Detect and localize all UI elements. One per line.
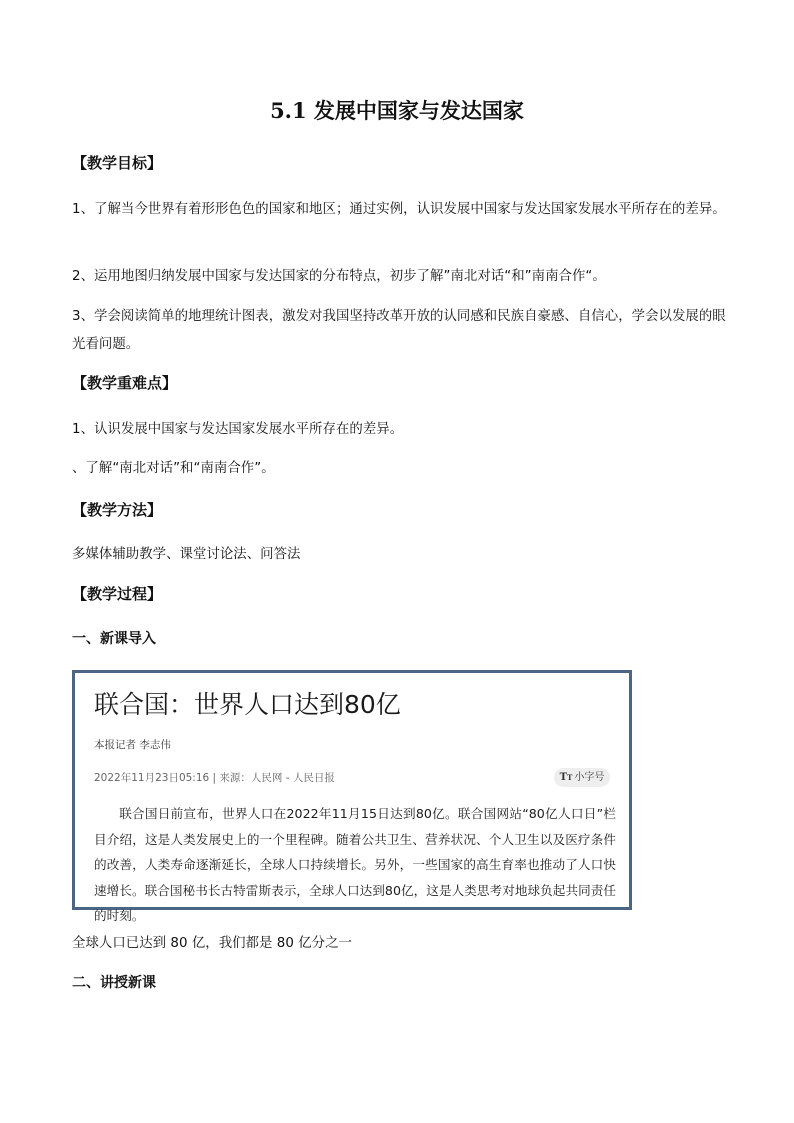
news-body: 联合国日前宣布，世界人口在2022年11月15日达到80亿。联合国网站“80亿人口日”栏目介绍，这是人类发展史上的一个里程碑。随着公共卫生、营养状况、个人卫生以及医疗条件的改善，人类寿命逐渐延长，全球人口持续增长。另外，一些国家的高生育率也推动了人口快速增长。联合国秘书长古特雷斯表示，全球人口达到80亿，这是人类思考对地球负起共同责任的时刻。 <box>94 806 616 923</box>
section-new-lesson-intro: 一、新课导入 <box>72 631 156 647</box>
methods-heading: 【教学方法】 <box>72 501 163 519</box>
font-size-button[interactable] <box>554 768 610 787</box>
section-new-lesson-teaching: 二、讲授新课 <box>72 975 156 991</box>
news-byline: 本报记者 李志伟 <box>94 739 171 751</box>
methods-text: 多媒体辅助教学、课堂讨论法、问答法 <box>72 547 301 562</box>
objectives-heading: 【教学目标】 <box>72 154 163 172</box>
key-point-item-2: 、了解“南北对话”和“南南合作”。 <box>72 461 275 476</box>
key-points-heading: 【教学重难点】 <box>72 374 178 392</box>
text-size-icon: TT <box>559 772 573 783</box>
objective-item-2: 2、运用地图归纳发展中国家与发达国家的分布特点，初步了解”南北对话“和”南南合作“。 <box>72 269 606 284</box>
image-caption: 全球人口已达到 80 亿，我们都是 80 亿分之一 <box>72 936 352 951</box>
objective-item-3: 3、学会阅读简单的地理统计图表，激发对我国坚持改革开放的认同感和民族自豪感、自信心，学会以发展的眼光看问题。 <box>72 309 726 352</box>
page-title: 5.1 发展中国家与发达国家 <box>270 98 524 123</box>
news-title: 联合国：世界人口达到80亿 <box>94 690 401 719</box>
key-point-item-1: 1、认识发展中国家与发达国家发展水平所存在的差异。 <box>72 422 404 437</box>
objective-item-1: 1、了解当今世界有着形形色色的国家和地区；通过实例，认识发展中国家与发达国家发展水平所存在的差异。 <box>72 202 726 217</box>
news-screenshot <box>72 670 632 923</box>
news-meta: 2022年11月23日05:16 | 来源：人民网 - 人民日报 <box>94 772 335 784</box>
process-heading: 【教学过程】 <box>72 585 163 603</box>
font-size-button-label: 小字号 <box>574 772 605 783</box>
